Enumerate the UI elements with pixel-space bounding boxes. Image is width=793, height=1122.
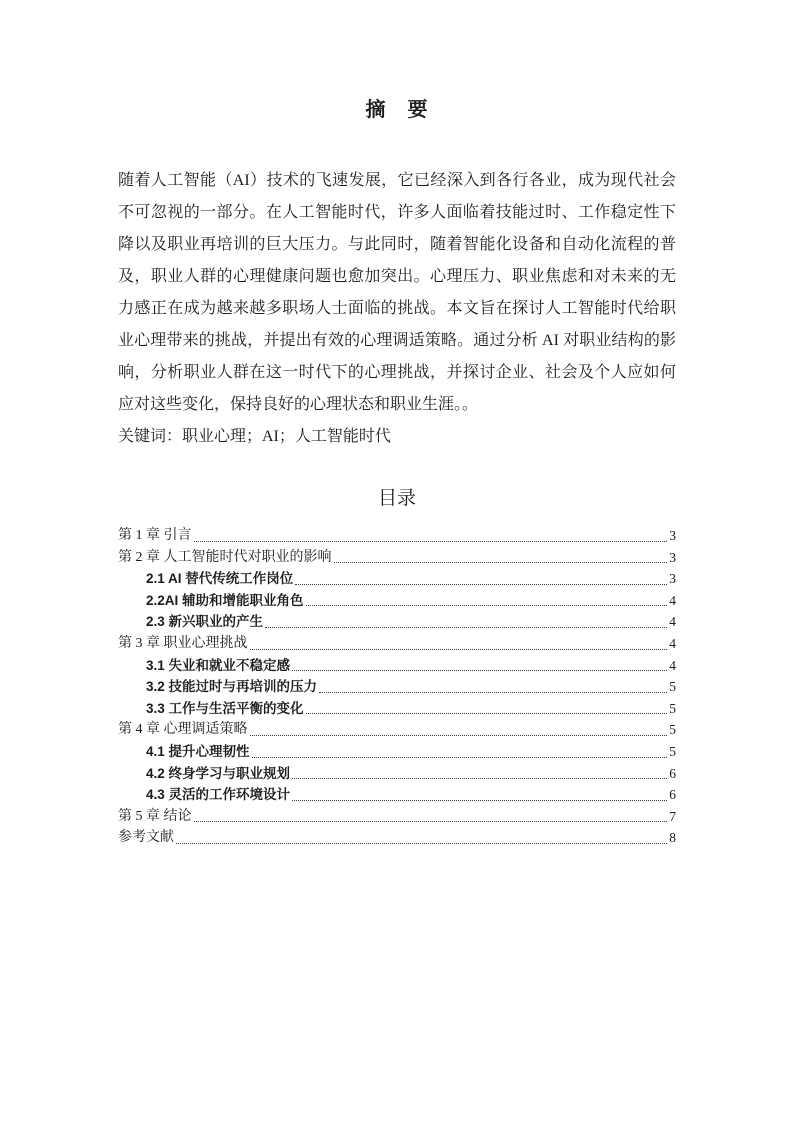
toc-dot-leader <box>250 735 668 736</box>
toc-entry-page: 6 <box>669 787 676 803</box>
abstract-paragraph: 随着人工智能（AI）技术的飞速发展，它已经深入到各行各业，成为现代社会不可忽视的一部分。在人工智能时代，许多人面临着技能过时、工作稳定性下降以及职业再培训的巨大压力。与此同时，随着智能化设备和自动化流程的普及，职业人群的心理健康问题也愈加突出。心理压力、职业焦虑和对未来的无力感正在成为越来越多职场人士面临的挑战。本文旨在探讨人工智能时代给职业心理带来的挑战，并提出有效的心理调适策略。通过分析 AI 对职业结构的影响，分析职业人群在这一时代下的心理挑战，并探讨企业、社会及个人应如何应对这些变化，保持良好的心理状态和职业生涯。。 <box>118 172 676 413</box>
toc-entry-page: 5 <box>669 722 676 738</box>
toc-entry[interactable] <box>118 547 676 569</box>
toc-entry[interactable] <box>118 827 676 849</box>
toc-entry-page: 3 <box>669 549 676 565</box>
toc-entry-label: 3.1 失业和就业不稳定感 <box>146 657 291 673</box>
toc-entry-page: 4 <box>669 635 676 651</box>
toc-dot-leader <box>265 627 667 628</box>
toc-entry[interactable] <box>118 763 676 785</box>
toc-entry-label: 2.2AI 辅助和增能职业角色 <box>146 592 304 608</box>
toc-entry-page: 3 <box>669 528 676 543</box>
toc-dot-leader <box>319 692 667 693</box>
toc-entry[interactable] <box>118 741 676 763</box>
toc-entry[interactable] <box>118 611 676 633</box>
toc-entry[interactable] <box>118 806 676 828</box>
toc-title: 目录 <box>377 488 416 509</box>
toc-entry[interactable] <box>118 633 676 655</box>
abstract-title: 摘 要 <box>365 99 429 121</box>
toc-dot-leader <box>334 562 668 563</box>
toc-dot-leader <box>295 584 667 585</box>
toc-entry[interactable] <box>118 698 676 720</box>
toc-dot-leader <box>176 843 667 844</box>
toc-entry[interactable] <box>118 568 676 590</box>
toc-entry[interactable] <box>118 784 676 806</box>
toc-entry-page: 5 <box>669 679 676 695</box>
toc-entry[interactable] <box>118 525 676 547</box>
toc-entry-page: 8 <box>669 830 676 846</box>
toc-entry[interactable] <box>118 590 676 612</box>
toc-entry-page: 5 <box>669 700 676 716</box>
toc-entry[interactable] <box>118 676 676 698</box>
toc-entry[interactable] <box>118 655 676 677</box>
toc-entry-label: 4.1 提升心理韧性 <box>146 743 250 759</box>
toc-entry-page: 5 <box>669 743 676 759</box>
toc-entry-label: 第 1 章 引言 <box>118 528 192 543</box>
toc-entry-page: 3 <box>669 571 676 587</box>
toc-entry-page: 7 <box>669 808 676 824</box>
toc-entry-label: 2.3 新兴职业的产生 <box>146 614 264 630</box>
toc-entry-label: 参考文献 <box>118 830 174 846</box>
toc-entry-label: 4.2 终身学习与职业规划 <box>146 765 291 781</box>
toc-dot-leader <box>292 800 667 801</box>
toc-dot-leader <box>194 541 668 542</box>
toc-dot-leader <box>292 778 667 779</box>
toc-entry-page: 4 <box>669 614 676 630</box>
toc-dot-leader <box>306 713 668 714</box>
toc-entry-label: 第 3 章 职业心理挑战 <box>118 635 248 651</box>
toc-entry-page: 6 <box>669 765 676 781</box>
toc-entry-page: 4 <box>669 592 676 608</box>
toc-dot-leader <box>250 649 668 650</box>
toc-entry[interactable] <box>118 719 676 741</box>
toc-entry-label: 2.1 AI 替代传统工作岗位 <box>146 571 294 587</box>
toc-entry-label: 4.3 灵活的工作环境设计 <box>146 787 291 803</box>
toc-entry-label: 3.3 工作与生活平衡的变化 <box>146 700 304 716</box>
toc-entry-label: 第 4 章 心理调适策略 <box>118 722 248 738</box>
toc-list <box>118 525 676 849</box>
toc-entry-label: 3.2 技能过时与再培训的压力 <box>146 679 318 695</box>
toc-dot-leader <box>306 605 668 606</box>
toc-entry-page: 4 <box>669 657 676 673</box>
toc-entry-label: 第 2 章 人工智能时代对职业的影响 <box>118 549 332 565</box>
toc-dot-leader <box>292 670 667 671</box>
abstract-keywords: 关键词：职业心理；AI；人工智能时代 <box>118 428 391 445</box>
toc-dot-leader <box>194 821 668 822</box>
toc-dot-leader <box>252 757 668 758</box>
toc-entry-label: 第 5 章 结论 <box>118 808 192 824</box>
